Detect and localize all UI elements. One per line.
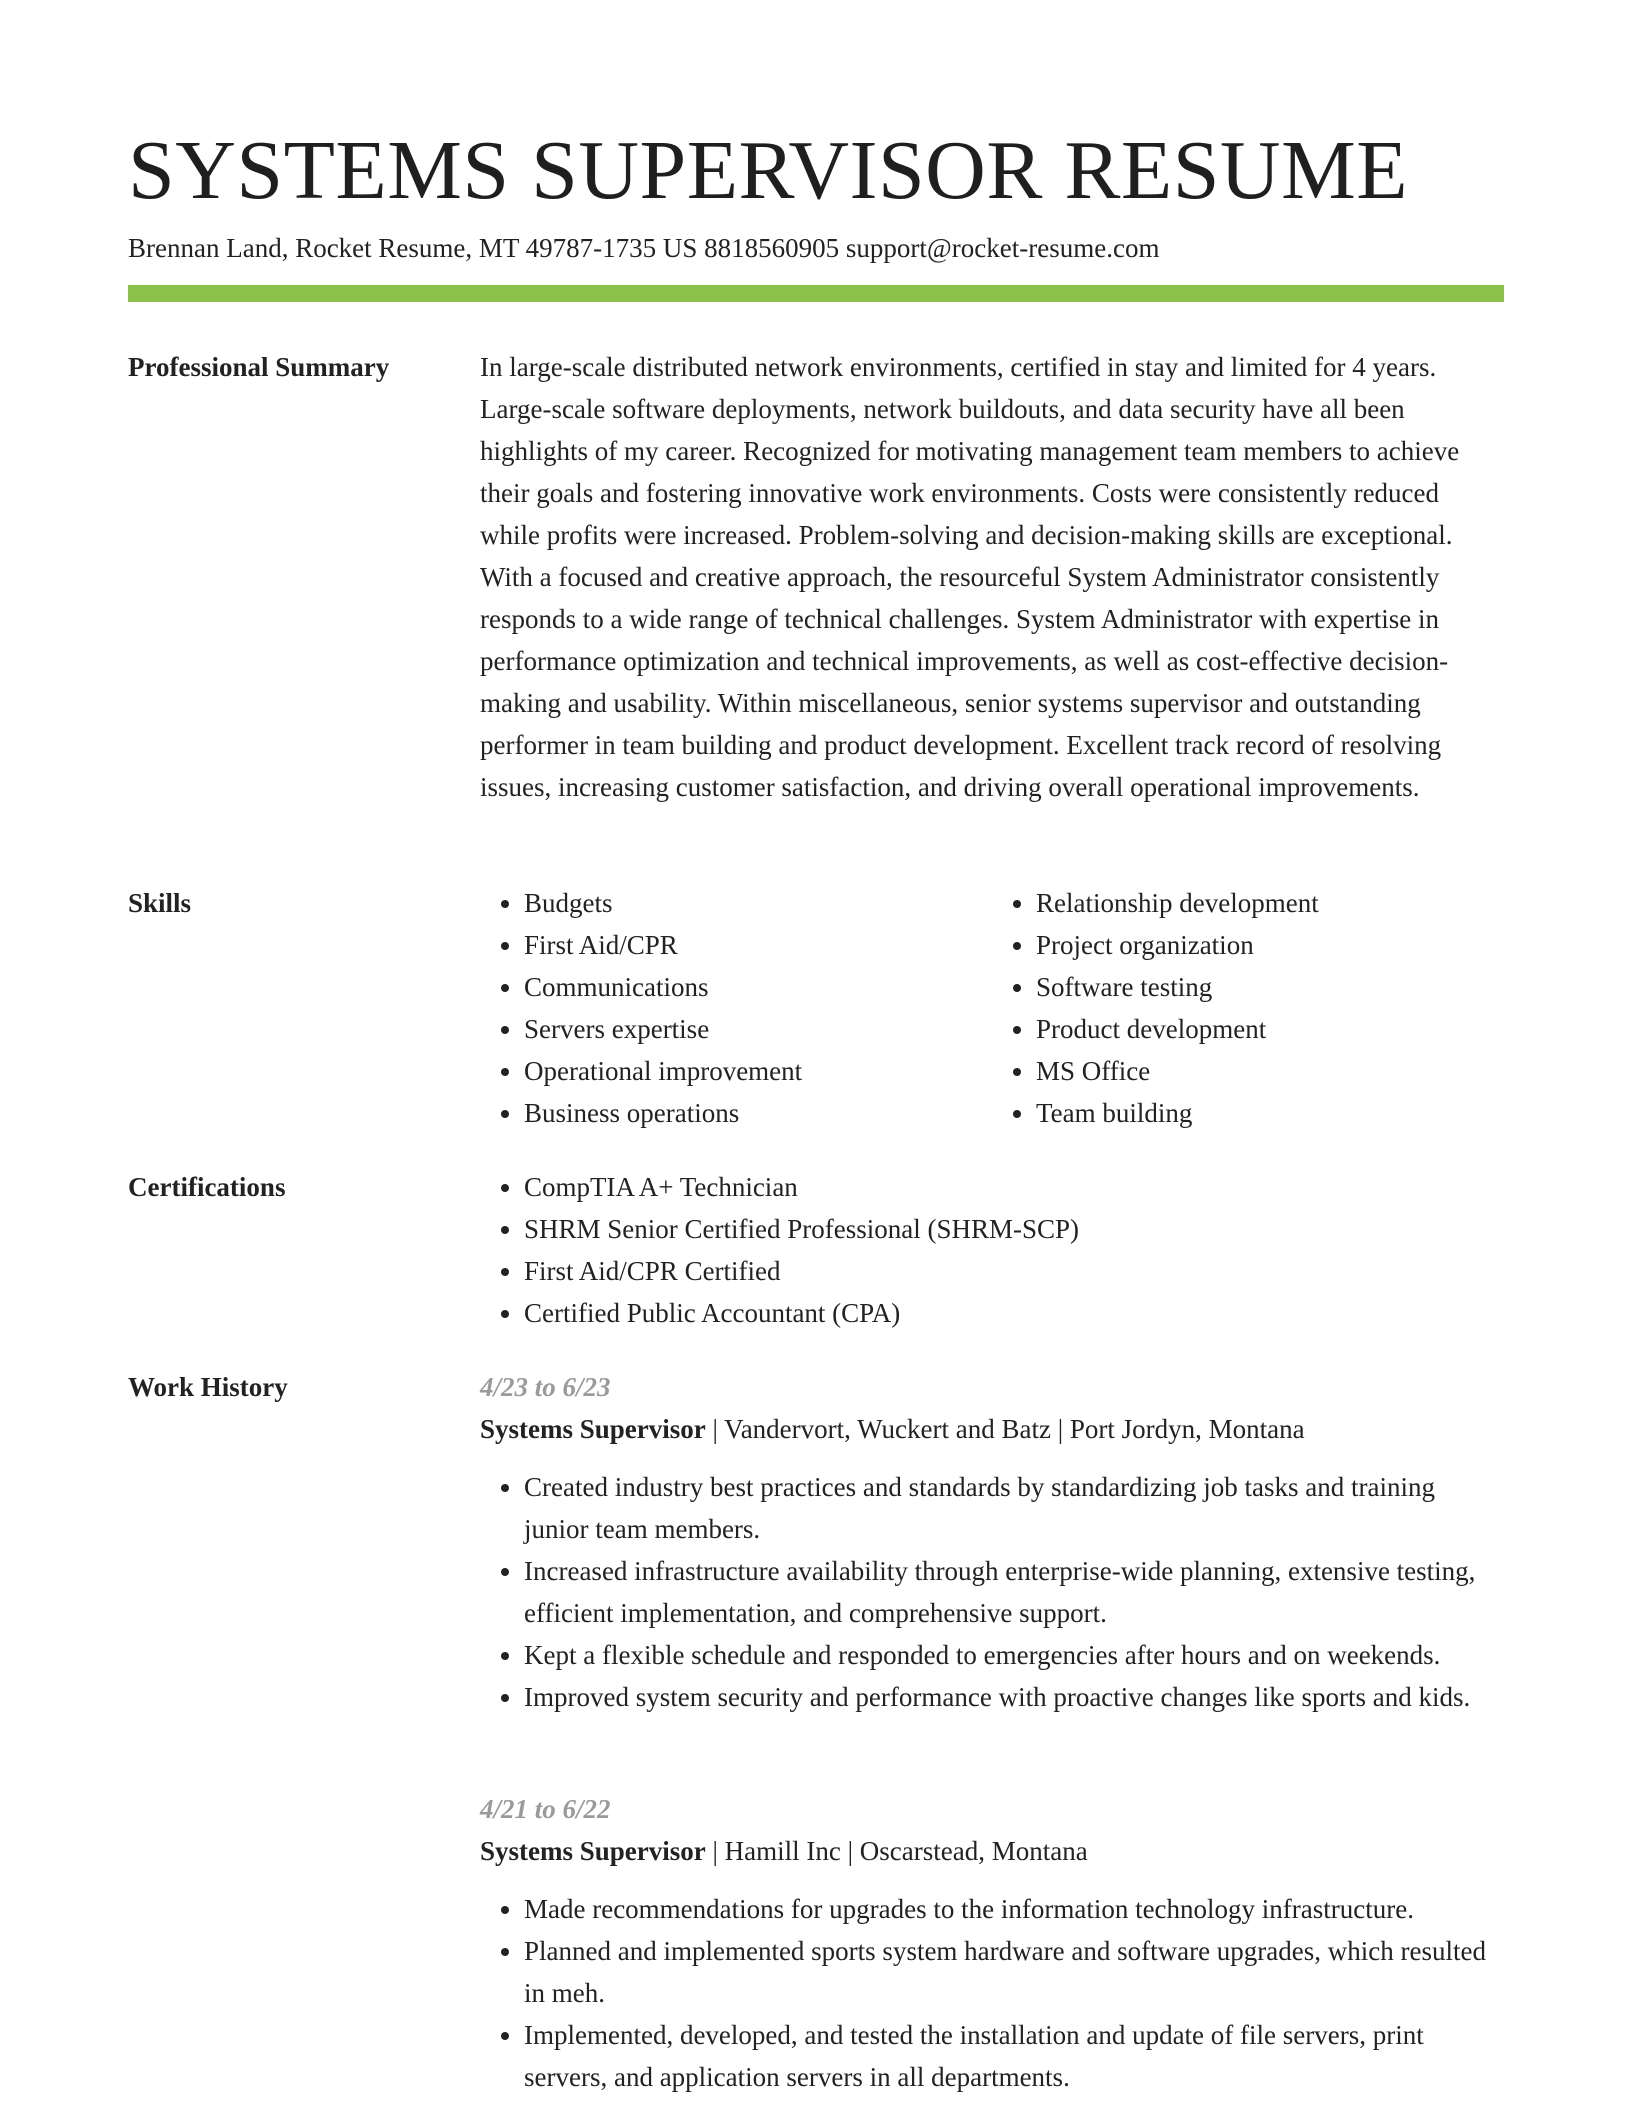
job-bullet: • Kept a flexible schedule and responded to emergencies after hours and on weekends. (524, 1634, 1504, 1676)
skills-heading: Skills (128, 888, 192, 918)
summary-heading: Professional Summary (128, 352, 390, 382)
job-dates: 4/23 to 6/23 (480, 1372, 611, 1402)
skill-item: • Servers expertise (524, 1008, 992, 1050)
job-bullet: • Made recommendations for upgrades to the information technology infrastructure. (524, 1888, 1504, 1930)
job-bullet: • Increased infrastructure availability through enterprise-wide planning, extensive testing, efficient implementation, and comprehensive support. (524, 1550, 1504, 1634)
job-bullet: • Planned and implemented sports system hardware and software upgrades, which resulted in meh. (524, 1930, 1504, 2014)
skills-body (480, 882, 1504, 1134)
job-bullets (480, 1466, 1504, 1718)
skill-item: • Software testing (1036, 966, 1504, 1008)
summary-text: In large-scale distributed network environments, certified in stay and limited for 4 years. Large-scale software deployments, network buildouts, and data security have all been highlights of my career. Recognized for motivating management team members to achieve their goals and fostering innovative work environments. Costs were consistently reduced while profits were increased. Problem-solving and decision-making skills are exceptional. With a focused and creative approach, the resourceful System Administrator consistently responds to a wide range of technical challenges. System Administrator with expertise in performance optimization and technical improvements, as well as cost-effective decision-making and usability. Within miscellaneous, senior systems supervisor and outstanding performer in team building and product development. Excellent track record of resolving issues, increasing customer satisfaction, and driving overall operational improvements. (480, 352, 1460, 802)
job-title: Systems Supervisor (480, 1836, 706, 1866)
certification-item: • Certified Public Accountant (CPA) (524, 1292, 1504, 1334)
job-header (480, 1830, 1504, 1872)
job-bullets (480, 1888, 1504, 2098)
certification-item: • CompTIA A+ Technician (524, 1166, 1504, 1208)
summary-body (480, 346, 1504, 808)
skills-list-left (480, 882, 992, 1134)
job-entry (480, 1788, 1504, 2098)
job-bullet: • Implemented, developed, and tested the installation and update of file servers, print servers, and application servers in all departments. (524, 2014, 1504, 2098)
certification-item: • SHRM Senior Certified Professional (SHRM-SCP) (524, 1208, 1504, 1250)
skill-item: • First Aid/CPR (524, 924, 992, 966)
skill-item: • Operational improvement (524, 1050, 992, 1092)
job-details: | Vandervort, Wuckert and Batz | Port Jordyn, Montana (705, 1414, 1305, 1444)
skill-item: • Product development (1036, 1008, 1504, 1050)
resume-title: SYSTEMS SUPERVISOR RESUME (128, 124, 1409, 217)
skill-item: • Team building (1036, 1092, 1504, 1134)
job-title: Systems Supervisor (480, 1414, 706, 1444)
skill-item: • Relationship development (1036, 882, 1504, 924)
skill-item: • Project organization (1036, 924, 1504, 966)
job-details: | Hamill Inc | Oscarstead, Montana (705, 1836, 1088, 1866)
certification-item: • First Aid/CPR Certified (524, 1250, 1504, 1292)
job-header (480, 1408, 1504, 1450)
skill-item: • Business operations (524, 1092, 992, 1134)
skills-list-right (992, 882, 1504, 1134)
contact-line: Brennan Land, Rocket Resume, MT 49787-1735 US 8818560905 support@rocket-resume.com (128, 233, 1160, 263)
work-history-heading: Work History (128, 1372, 288, 1402)
certifications-body (480, 1166, 1504, 1334)
skill-item: • Communications (524, 966, 992, 1008)
certifications-heading: Certifications (128, 1172, 286, 1202)
job-entry (480, 1366, 1504, 1718)
skill-item: • MS Office (1036, 1050, 1504, 1092)
job-dates: 4/21 to 6/22 (480, 1794, 611, 1824)
accent-divider (128, 285, 1504, 302)
skills-grid (480, 882, 1504, 1134)
skill-item: • Budgets (524, 882, 992, 924)
job-bullet: • Created industry best practices and standards by standardizing job tasks and training junior team members. (524, 1466, 1504, 1550)
certifications-list (480, 1166, 1504, 1334)
job-bullet: • Improved system security and performance with proactive changes like sports and kids. (524, 1676, 1504, 1718)
